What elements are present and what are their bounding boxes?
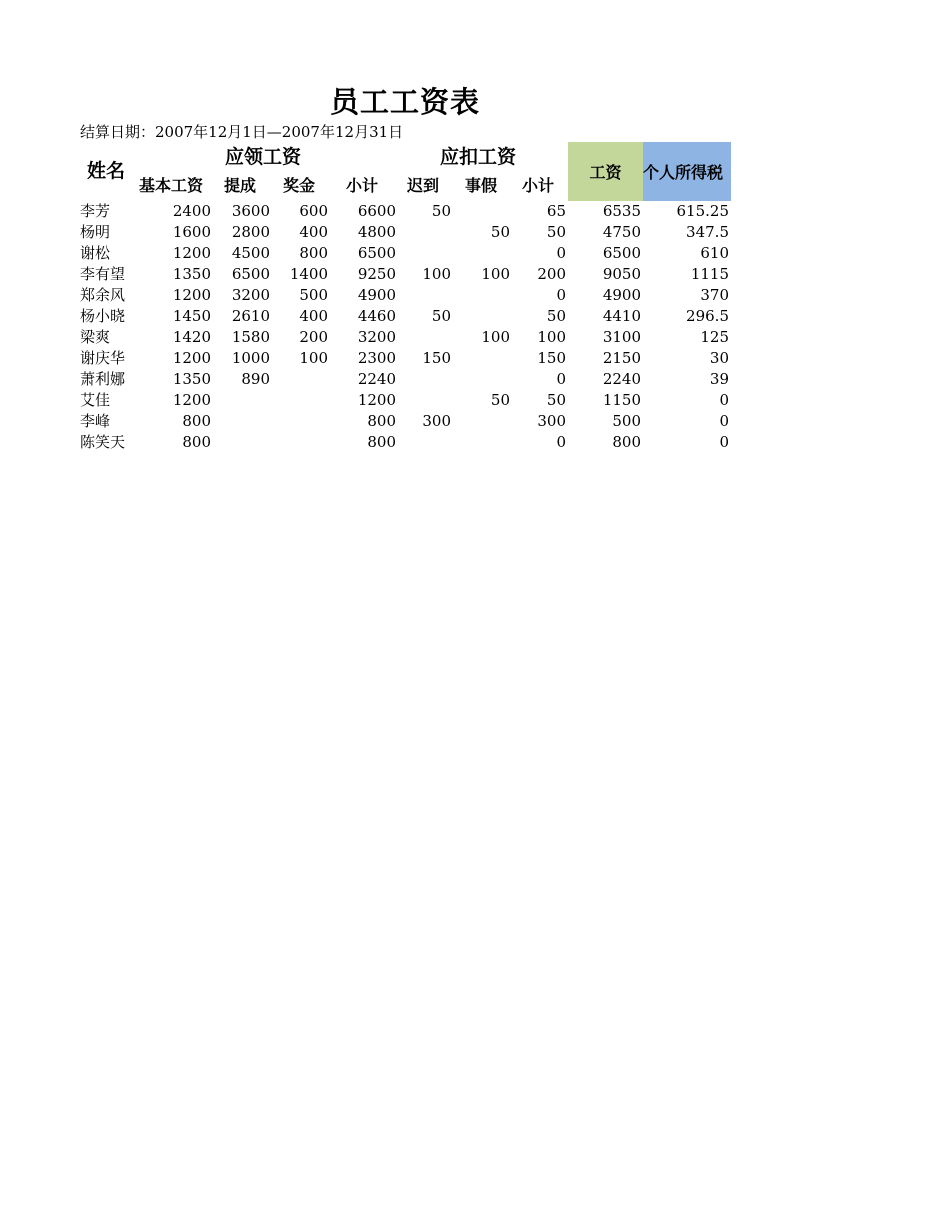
cell-salary: 2240 (602, 370, 641, 388)
cell-tax: 615.25 (676, 202, 729, 220)
header-late: 迟到 (407, 176, 440, 195)
cell-payable-subtotal: 800 (367, 412, 396, 430)
table-row (0, 306, 950, 327)
cell-payable-subtotal: 4900 (357, 286, 396, 304)
header-bonus: 奖金 (283, 176, 316, 195)
cell-bonus: 800 (299, 244, 328, 262)
table-row (0, 264, 950, 285)
cell-salary: 4750 (602, 223, 641, 241)
cell-salary: 4410 (602, 307, 641, 325)
cell-bonus: 500 (299, 286, 328, 304)
cell-deduct-subtotal: 50 (546, 391, 566, 409)
cell-tax: 125 (700, 328, 729, 346)
cell-bonus: 100 (299, 349, 328, 367)
sheet-title: 员工工资表 (329, 85, 480, 119)
header-payable-group: 应领工资 (225, 146, 302, 168)
cell-tax: 347.5 (686, 223, 729, 241)
cell-base: 1200 (172, 349, 211, 367)
cell-payable-subtotal: 1200 (357, 391, 396, 409)
cell-name: 萧利娜 (80, 370, 126, 388)
cell-tax: 1115 (690, 265, 729, 283)
cell-name: 谢松 (80, 244, 111, 262)
cell-name: 杨明 (80, 223, 111, 241)
cell-name: 郑余风 (80, 286, 126, 304)
header-payable-subtotal: 小计 (346, 176, 379, 195)
cell-base: 1200 (172, 244, 211, 262)
cell-deduct-subtotal: 150 (537, 349, 566, 367)
cell-commission: 2610 (231, 307, 270, 325)
table-row (0, 348, 950, 369)
salary-table-body (0, 201, 950, 453)
cell-name: 梁爽 (80, 328, 111, 346)
cell-base: 2400 (172, 202, 211, 220)
cell-deduct-subtotal: 0 (556, 286, 566, 304)
cell-late: 50 (431, 202, 451, 220)
header-salary: 工资 (568, 142, 643, 201)
cell-payable-subtotal: 3200 (357, 328, 396, 346)
cell-commission: 4500 (231, 244, 270, 262)
cell-bonus: 1400 (289, 265, 328, 283)
cell-name: 杨小晓 (80, 307, 126, 325)
cell-tax: 610 (700, 244, 729, 262)
table-row (0, 327, 950, 348)
cell-salary: 3100 (602, 328, 641, 346)
cell-commission: 2800 (231, 223, 270, 241)
cell-name: 陈笑天 (80, 433, 126, 451)
cell-base: 1600 (172, 223, 211, 241)
cell-commission: 890 (241, 370, 270, 388)
table-row (0, 411, 950, 432)
table-row (0, 201, 950, 222)
table-row (0, 369, 950, 390)
cell-tax: 30 (709, 349, 729, 367)
cell-deduct-subtotal: 50 (546, 223, 566, 241)
cell-base: 1450 (172, 307, 211, 325)
cell-salary: 800 (612, 433, 641, 451)
cell-bonus: 400 (299, 307, 328, 325)
cell-late: 50 (431, 307, 451, 325)
header-deduct-subtotal: 小计 (522, 176, 555, 195)
cell-name: 谢庆华 (80, 349, 126, 367)
table-row (0, 222, 950, 243)
cell-payable-subtotal: 4800 (357, 223, 396, 241)
header-tax: 个人所得税 (643, 142, 731, 201)
cell-base: 1200 (172, 391, 211, 409)
cell-salary: 4900 (602, 286, 641, 304)
cell-tax: 296.5 (686, 307, 729, 325)
cell-tax: 39 (709, 370, 729, 388)
cell-tax: 370 (700, 286, 729, 304)
cell-payable-subtotal: 2300 (357, 349, 396, 367)
cell-salary: 2150 (602, 349, 641, 367)
cell-commission: 3600 (231, 202, 270, 220)
cell-deduct-subtotal: 0 (556, 244, 566, 262)
cell-leave: 100 (481, 265, 510, 283)
header-commission: 提成 (224, 176, 257, 195)
cell-payable-subtotal: 4460 (357, 307, 396, 325)
table-row (0, 285, 950, 306)
cell-tax: 0 (719, 391, 729, 409)
table-row (0, 432, 950, 453)
cell-base: 1350 (172, 265, 211, 283)
cell-bonus: 400 (299, 223, 328, 241)
cell-leave: 50 (490, 223, 510, 241)
cell-deduct-subtotal: 65 (546, 202, 566, 220)
cell-payable-subtotal: 6600 (357, 202, 396, 220)
cell-commission: 3200 (231, 286, 270, 304)
cell-late: 150 (422, 349, 451, 367)
cell-name: 李芳 (80, 202, 111, 220)
table-row (0, 390, 950, 411)
cell-base: 1200 (172, 286, 211, 304)
cell-deduct-subtotal: 100 (537, 328, 566, 346)
cell-payable-subtotal: 9250 (357, 265, 396, 283)
cell-deduct-subtotal: 0 (556, 433, 566, 451)
cell-name: 艾佳 (80, 391, 111, 409)
cell-deduct-subtotal: 0 (556, 370, 566, 388)
cell-base: 1350 (172, 370, 211, 388)
cell-deduct-subtotal: 50 (546, 307, 566, 325)
cell-payable-subtotal: 6500 (357, 244, 396, 262)
cell-commission: 6500 (231, 265, 270, 283)
cell-bonus: 200 (299, 328, 328, 346)
table-row (0, 243, 950, 264)
header-base: 基本工资 (139, 176, 204, 195)
cell-salary: 500 (612, 412, 641, 430)
cell-tax: 0 (719, 412, 729, 430)
cell-salary: 6535 (602, 202, 641, 220)
cell-late: 100 (422, 265, 451, 283)
cell-name: 李有望 (80, 265, 126, 283)
settlement-date: 结算日期：2007年12月1日—2007年12月31日 (80, 123, 404, 141)
cell-base: 1420 (172, 328, 211, 346)
header-name: 姓名 (87, 160, 126, 182)
header-deduct-group: 应扣工资 (440, 146, 517, 168)
cell-bonus: 600 (299, 202, 328, 220)
cell-salary: 9050 (602, 265, 641, 283)
cell-deduct-subtotal: 300 (537, 412, 566, 430)
cell-tax: 0 (719, 433, 729, 451)
cell-payable-subtotal: 800 (367, 433, 396, 451)
cell-salary: 6500 (602, 244, 641, 262)
cell-late: 300 (422, 412, 451, 430)
cell-leave: 50 (490, 391, 510, 409)
cell-base: 800 (182, 433, 211, 451)
cell-name: 李峰 (80, 412, 111, 430)
cell-commission: 1000 (231, 349, 270, 367)
cell-base: 800 (182, 412, 211, 430)
cell-salary: 1150 (602, 391, 641, 409)
cell-deduct-subtotal: 200 (537, 265, 566, 283)
cell-commission: 1580 (231, 328, 270, 346)
cell-leave: 100 (481, 328, 510, 346)
header-leave: 事假 (465, 176, 498, 195)
cell-payable-subtotal: 2240 (357, 370, 396, 388)
